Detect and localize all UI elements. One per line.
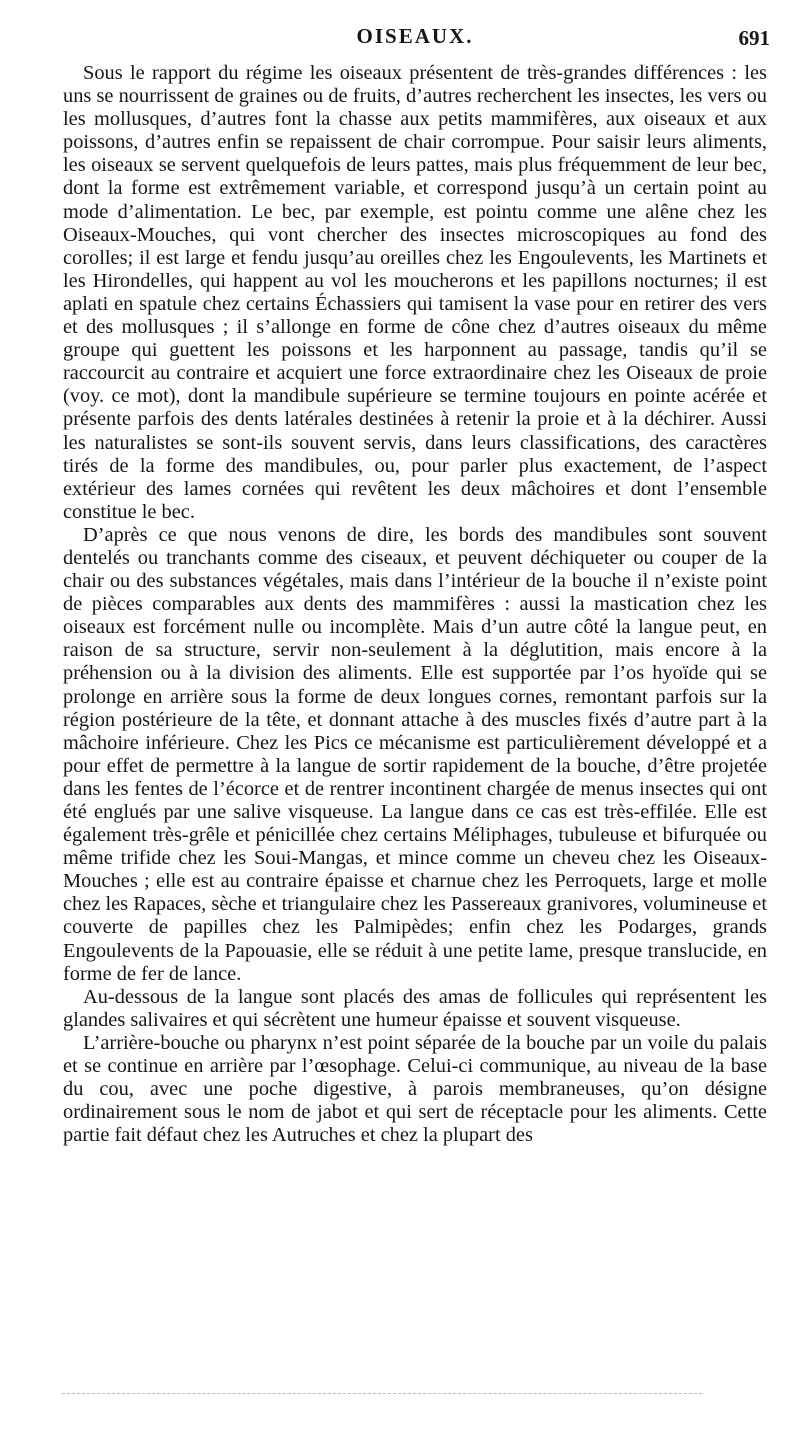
page-number: 691	[738, 26, 770, 50]
paragraph: D’après ce que nous venons de dire, les bords des mandibules sont souvent dentelés ou tranchants comme des ciseaux, et peuvent déchiqueter ou couper de la chair ou des substances végétales, mais dans l’intérieur de la bouche il n’existe point de pièces comparables aux dents des mammifères : aussi la mastication chez les oiseaux est forcément nulle ou incomplète. Mais d’un autre côté la langue peut, en raison de sa structure, servir non-seulement à la déglutition, mais encore à la préhension ou à la division des aliments. Elle est supportée par l’os hyoïde qui se prolonge en arrière sous la forme de deux longues cornes, remontant parfois sur la région postérieure de la tête, et donnant attache à des muscles fixés d’autre part à la mâchoire inférieure. Chez les Pics ce mécanisme est particulièrement développé et a pour effet de permettre à la langue de sortir rapidement de la bouche, d’être projetée dans les fentes de l’écorce et de rentrer incontinent chargée de menus insectes qui ont été englués par une salive visqueuse. La langue dans ce cas est très-effilée. Elle est également très-grêle et pénicillée chez certains Méliphages, tubuleuse et bifurquée ou même trifide chez les Soui-Mangas, et mince comme un cheveu chez les Oiseaux-Mouches ; elle est au contraire épaisse et charnue chez les Perroquets, large et molle chez les Rapaces, sèche et triangulaire chez les Passereaux granivores, volumineuse et couverte de papilles chez les Palmipèdes; enfin chez les Podarges, grands Engoulevents de la Papouasie, elle se réduit à une petite lame, presque translucide, en forme de fer de lance.	[63, 523, 767, 985]
paragraph: Au-dessous de la langue sont placés des amas de follicules qui représentent les glandes salivaires et qui sécrètent une humeur épaisse et souvent visqueuse.	[63, 985, 767, 1031]
page-header	[60, 24, 770, 54]
footer-rule	[62, 1393, 702, 1394]
paragraph: Sous le rapport du régime les oiseaux présentent de très-grandes différences : les uns se nourrissent de graines ou de fruits, d’autres recherchent les insectes, les vers ou les mollusques, d’autres font la chasse aux petits mammifères, aux oiseaux et aux poissons, d’autres enfin se repaissent de chair corrompue. Pour saisir leurs aliments, les oiseaux se servent quelquefois de leurs pattes, mais plus fréquemment de leur bec, dont la forme est extrêmement variable, et correspond jusqu’à un certain point au mode d’alimentation. Le bec, par exemple, est pointu comme une alêne chez les Oiseaux-Mouches, qui vont chercher des insectes microscopiques au fond des corolles; il est large et fendu jusqu’au oreilles chez les Engoulevents, les Martinets et les Hirondelles, qui happent au vol les moucherons et les papillons nocturnes; il est aplati en spatule chez certains Échassiers qui tamisent la vase pour en retirer des vers et des mollusques ; il s’allonge en forme de cône chez d’autres oiseaux du même groupe qui guettent les poissons et les harponnent au passage, tandis qu’il se raccourcit au contraire et acquiert une force extraordinaire chez les Oiseaux de proie (voy. ce mot), dont la mandibule supérieure se termine toujours en pointe acérée et présente parfois des dents latérales destinées à retenir la proie et à la déchirer. Aussi les naturalistes se sont-ils souvent servis, dans leurs classifications, des caractères tirés de la forme des mandibules, ou, pour parler plus exactement, de l’aspect extérieur des lames cornées qui revêtent les deux mâchoires et dont l’ensemble constitue le bec.	[63, 62, 767, 523]
paragraph: L’arrière-bouche ou pharynx n’est point séparée de la bouche par un voile du palais et se continue en arrière par l’œsophage. Celui-ci communique, au niveau de la base du cou, avec une poche digestive, à parois membraneuses, qu’on désigne ordinairement sous le nom de jabot et qui sert de réceptacle pour les aliments. Cette partie fait défaut chez les Autruches et chez la plupart des	[63, 1031, 767, 1147]
running-head: OISEAUX.	[356, 24, 474, 48]
body-text	[63, 62, 767, 1147]
